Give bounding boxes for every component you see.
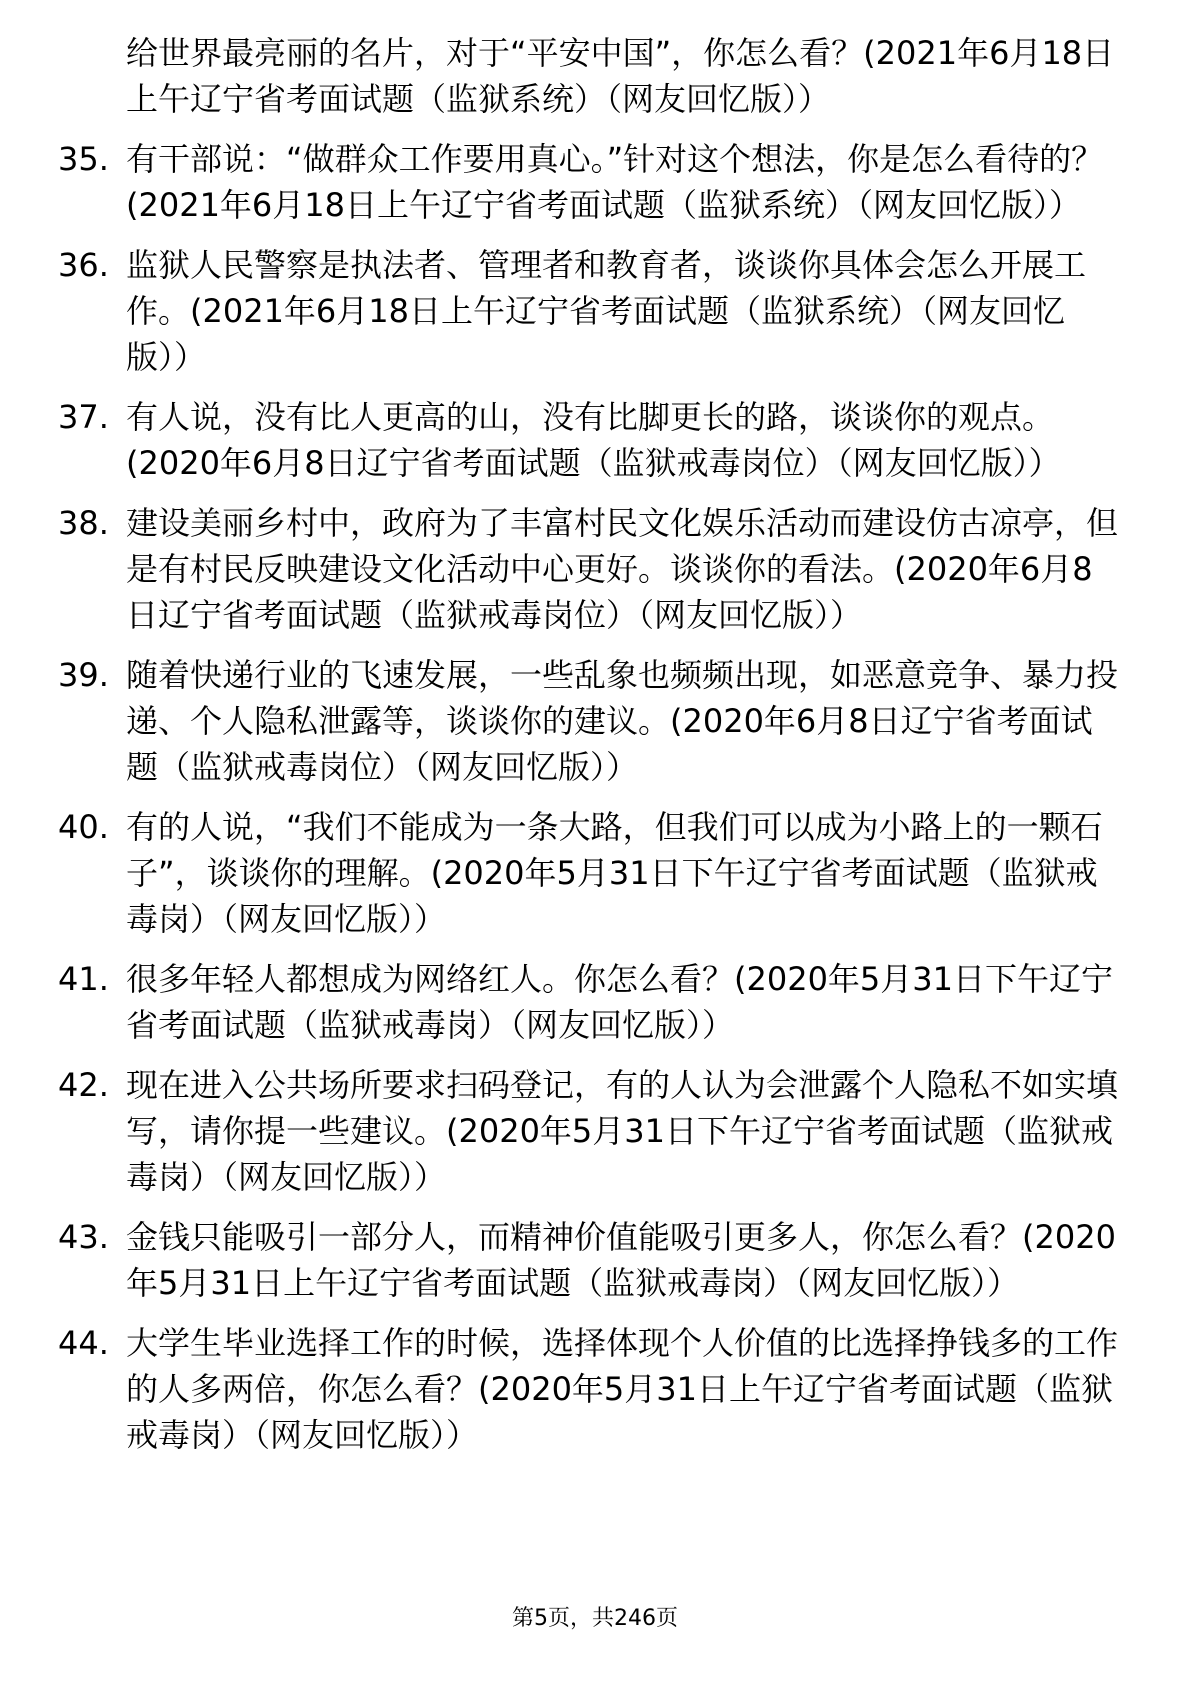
- list-item-question-38: [58, 500, 1118, 638]
- question-number: 38.: [58, 504, 109, 542]
- list-item-question-36: [58, 242, 1118, 380]
- question-text: 很多年轻人都想成为网络红人。你怎么看？(2020年5月31日下午辽宁省考面试题（监狱戒毒岗）（网友回忆版））: [126, 960, 1114, 1044]
- question-text: 有人说，没有比人更高的山，没有比脚更长的路，谈谈你的观点。(2020年6月8日辽宁省考面试题（监狱戒毒岗位）（网友回忆版））: [126, 398, 1061, 482]
- list-item-question-40: [58, 804, 1118, 942]
- page-number: 第5页，共246页: [512, 1606, 678, 1631]
- list-item-question-35: [58, 136, 1118, 228]
- question-number: 40.: [58, 808, 109, 846]
- question-number: 37.: [58, 398, 109, 436]
- question-text: 监狱人民警察是执法者、管理者和教育者，谈谈你具体会怎么开展工作。(2021年6月18日上午辽宁省考面试题（监狱系统）（网友回忆版））: [126, 246, 1087, 376]
- question-number: 36.: [58, 246, 109, 284]
- question-text: 大学生毕业选择工作的时候，选择体现个人价值的比选择挣钱多的工作的人多两倍，你怎么看？(2020年5月31日上午辽宁省考面试题（监狱戒毒岗）（网友回忆版））: [126, 1324, 1119, 1454]
- question-text: 随着快递行业的飞速发展，一些乱象也频频出现，如恶意竞争、暴力投递、个人隐私泄露等，谈谈你的建议。(2020年6月8日辽宁省考面试题（监狱戒毒岗位）（网友回忆版））: [126, 656, 1119, 786]
- question-number: 44.: [58, 1324, 109, 1362]
- question-number: 35.: [58, 140, 109, 178]
- list-item-question-42: [58, 1062, 1118, 1200]
- question-text: 建设美丽乡村中，政府为了丰富村民文化娱乐活动而建设仿古凉亭，但是有村民反映建设文化活动中心更好。谈谈你的看法。(2020年6月8日辽宁省考面试题（监狱戒毒岗位）（网友回忆版））: [126, 504, 1119, 634]
- list-item-question-37: [58, 394, 1118, 486]
- question-number: 43.: [58, 1218, 109, 1256]
- list-item-question-43: [58, 1214, 1118, 1306]
- question-text: 现在进入公共场所要求扫码登记，有的人认为会泄露个人隐私不如实填写，请你提一些建议。(2020年5月31日下午辽宁省考面试题（监狱戒毒岗）（网友回忆版））: [126, 1066, 1119, 1196]
- question-text: 有的人说，“我们不能成为一条大路，但我们可以成为小路上的一颗石子”，谈谈你的理解。(2020年5月31日下午辽宁省考面试题（监狱戒毒岗）（网友回忆版））: [126, 808, 1103, 938]
- question-number: 39.: [58, 656, 109, 694]
- list-item-question-44: [58, 1320, 1118, 1458]
- continued-question-text: 给世界最亮丽的名片，对于“平安中国”，你怎么看？(2021年6月18日上午辽宁省考面试题（监狱系统）（网友回忆版））: [126, 34, 1115, 118]
- list-item-question-41: [58, 956, 1118, 1048]
- question-text: 金钱只能吸引一部分人，而精神价值能吸引更多人，你怎么看？(2020年5月31日上午辽宁省考面试题（监狱戒毒岗）（网友回忆版））: [126, 1218, 1116, 1302]
- list-item-question-39: [58, 652, 1118, 790]
- question-text: 有干部说：“做群众工作要用真心。”针对这个想法，你是怎么看待的？(2021年6月18日上午辽宁省考面试题（监狱系统）（网友回忆版））: [126, 140, 1104, 224]
- question-number: 42.: [58, 1066, 109, 1104]
- question-number: 41.: [58, 960, 109, 998]
- question-list: [58, 30, 1118, 1472]
